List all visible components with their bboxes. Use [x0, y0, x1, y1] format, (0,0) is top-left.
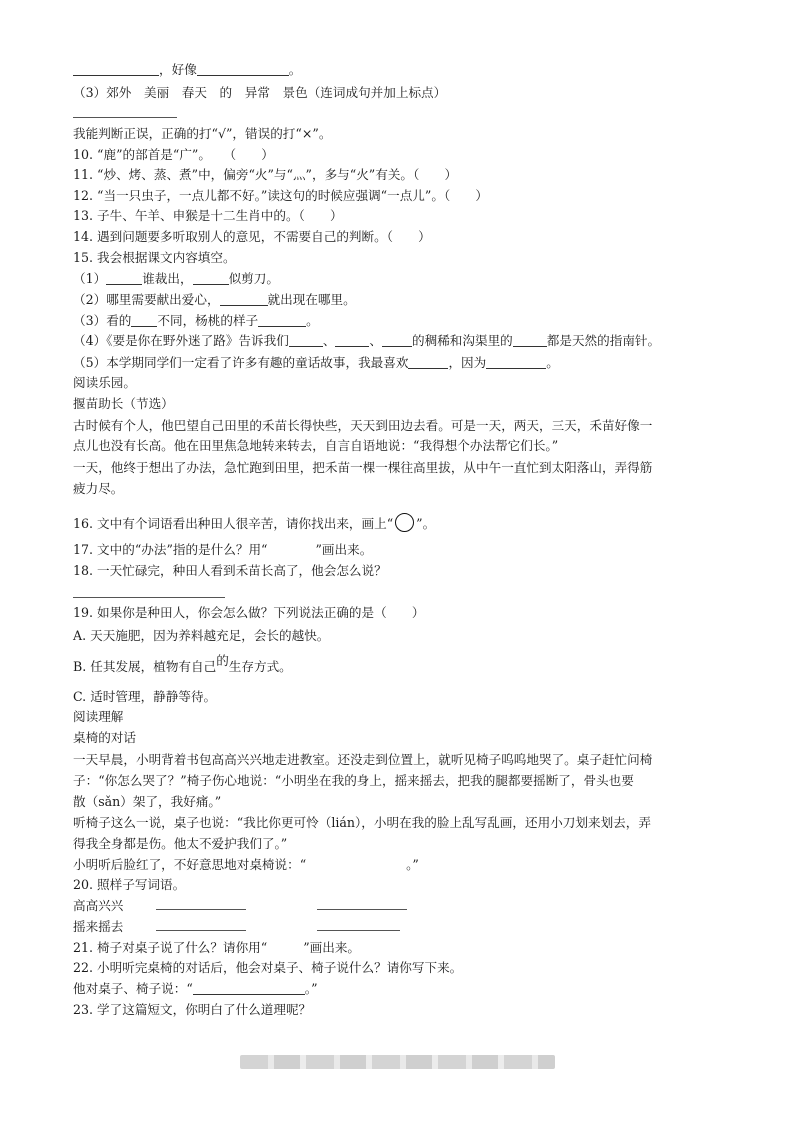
section-instruction: 我能判断正误，正确的打“√”，错误的打“×”。 [73, 126, 332, 141]
answer-line[interactable] [156, 930, 246, 931]
answer-line[interactable] [156, 909, 246, 910]
question-22-answer [73, 981, 318, 997]
text: 的稠稀和沟渠里的 [412, 333, 513, 348]
answer-line[interactable] [317, 930, 400, 931]
section-title: 阅读乐园。 [73, 375, 136, 390]
text: 。 [546, 355, 559, 370]
section-title: 阅读理解 [73, 709, 124, 724]
passage-text: 一天早晨，小明背着书包高高兴兴地走进教室。还没走到位置上，就听见椅子呜呜地哭了。桌子赶忙问椅 [73, 752, 653, 767]
passage-text: 得我全身都是伤。他太不爱护我们了。” [73, 836, 288, 851]
passage-text: 点儿也没有长高。他在田里焦急地转来转去，自言自语地说：“我得想个办法帮它们长。” [73, 438, 559, 453]
text: 生存方式。 [228, 659, 292, 674]
question-15-2 [73, 292, 356, 308]
sentence-fill-line [73, 62, 301, 78]
option-a[interactable]: A. 天天施肥，因为养料越充足，会长的越快。 [73, 628, 330, 643]
text: （5）本学期同学们一定看了许多有趣的童话故事，我最喜欢 [73, 355, 409, 370]
circle-mark-icon [395, 513, 414, 532]
question-16 [73, 513, 435, 532]
question-13: 13. 子牛、午羊、申猴是十二生肖中的。（ ） [73, 208, 343, 223]
text: 他对桌子、椅子说：“ [73, 981, 193, 996]
question-15-4 [73, 333, 660, 349]
answer-blank[interactable] [106, 272, 142, 285]
text: 。 [306, 313, 319, 328]
text: 的 [216, 653, 229, 668]
question-22: 22. 小明听完桌椅的对话后，他会对桌子、椅子说什么？请你写下来。 [73, 960, 463, 975]
question-20: 20. 照样子写词语。 [73, 877, 186, 892]
text: ”。 [416, 516, 436, 531]
text: 高高兴兴 [73, 898, 124, 913]
answer-blank[interactable] [131, 314, 157, 327]
page-footer-blurred [240, 1055, 555, 1069]
text: 就出现在哪里。 [267, 292, 356, 307]
passage-title: 揠苗助长（节选） [73, 396, 174, 411]
text: B. 任其发展，植物有自己 [73, 659, 217, 674]
answer-line[interactable] [317, 909, 407, 910]
question-19: 19. 如果你是种田人，你会怎么做？下列说法正确的是（ ） [73, 605, 425, 620]
passage-text: 一天，他终于想出了办法，急忙跑到田里，把禾苗一棵一棵往高里拔，从中午一直忙到太阳落山，弄得筋 [73, 460, 653, 475]
passage-text: 疲力尽。 [73, 481, 124, 496]
text: 。” [406, 857, 419, 872]
question-21 [73, 940, 360, 956]
answer-blank[interactable] [289, 334, 323, 347]
text: （4）《要是你在野外迷了路》告诉我们 [73, 333, 289, 348]
text: 17. 文中的“办法”指的是什么？用“ [73, 542, 268, 557]
text: 。 [288, 62, 302, 77]
answer-blank[interactable] [258, 314, 306, 327]
text: 似剪刀。 [228, 271, 279, 286]
answer-blank[interactable] [513, 334, 547, 347]
text: ，因为 [448, 355, 487, 370]
text: （3）看的 [73, 313, 132, 328]
passage-text: 散（sǎn）架了，我好痛。” [73, 794, 222, 809]
answer-blank[interactable] [193, 272, 229, 285]
question-15: 15. 我会根据课文内容填空。 [73, 250, 236, 265]
answer-blank[interactable] [220, 293, 268, 306]
answer-blank[interactable] [193, 982, 305, 995]
question-9-3: （3）郊外 美丽 春天 的 异常 景色（连词成句并加上标点） [73, 85, 447, 100]
question-18: 18. 一天忙碌完，种田人看到禾苗长高了，他会怎么说？ [73, 563, 387, 578]
text: 。” [304, 981, 318, 996]
text: 、 [369, 333, 382, 348]
answer-blank[interactable] [382, 334, 412, 347]
answer-line[interactable] [73, 597, 225, 598]
passage-text: 子：“你怎么哭了？”椅子伤心地说：“小明坐在我的身上，摇来摇去，把我的腿都要摇断了，骨头也要 [73, 773, 634, 788]
answer-line[interactable] [73, 117, 177, 118]
passage-text: 听椅子这么一说，桌子也说：“我比你更可怜（lián），小明在我的脸上乱写乱画，还用小刀划来划去，弄 [73, 815, 651, 830]
answer-blank[interactable] [197, 63, 289, 76]
question-15-5 [73, 355, 559, 371]
text: 不同，杨桃的样子 [157, 313, 259, 328]
question-14: 14. 遇到问题要多听取别人的意见，不需要自己的判断。（ ） [73, 229, 431, 244]
question-23: 23. 学了这篇短文，你明白了什么道理呢？ [73, 1002, 312, 1017]
option-c[interactable]: C. 适时管理，静静等待。 [73, 689, 217, 704]
text: 都是天然的指南针。 [546, 333, 661, 348]
text: 16. 文中有个词语看出种田人很辛苦，请你找出来，画上“ [73, 516, 394, 531]
text: 谁裁出， [142, 271, 193, 286]
passage-text: 古时候有个人，他巴望自己田里的禾苗长得快些，天天到田边去看。可是一天，两天，三天，禾苗好像一 [73, 418, 653, 433]
text: 小明听后脸红了，不好意思地对桌椅说：“ [73, 857, 307, 872]
text: 21. 椅子对桌子说了什么？请你用“ [73, 940, 268, 955]
answer-blank[interactable] [73, 63, 159, 76]
text: （2）哪里需要献出爱心， [73, 292, 220, 307]
question-12: 12. “当一只虫子，一点儿都不好。”读这句的时候应强调“一点儿”。（ ） [73, 188, 488, 203]
passage-text [73, 857, 419, 873]
question-15-3 [73, 313, 319, 329]
text: （1） [73, 271, 107, 286]
text: ，好像 [159, 62, 197, 77]
answer-blank[interactable] [335, 334, 369, 347]
example-word [73, 898, 123, 914]
text: 、 [322, 333, 336, 348]
answer-blank[interactable] [408, 356, 448, 369]
question-15-1 [73, 271, 279, 287]
option-b[interactable] [73, 653, 292, 675]
text: ”画出来。 [303, 940, 361, 955]
question-17 [73, 542, 372, 558]
text: 摇来摇去 [73, 919, 124, 934]
text: ”画出来。 [315, 542, 373, 557]
example-word [73, 919, 123, 935]
question-10: 10. “鹿”的部首是“广”。 （ ） [73, 147, 274, 162]
question-11: 11. “炒、烤、蒸、煮”中，偏旁“火”与“灬”，多与“火”有关。（ ） [73, 167, 458, 182]
answer-blank[interactable] [486, 356, 546, 369]
passage-title: 桌椅的对话 [73, 730, 136, 745]
